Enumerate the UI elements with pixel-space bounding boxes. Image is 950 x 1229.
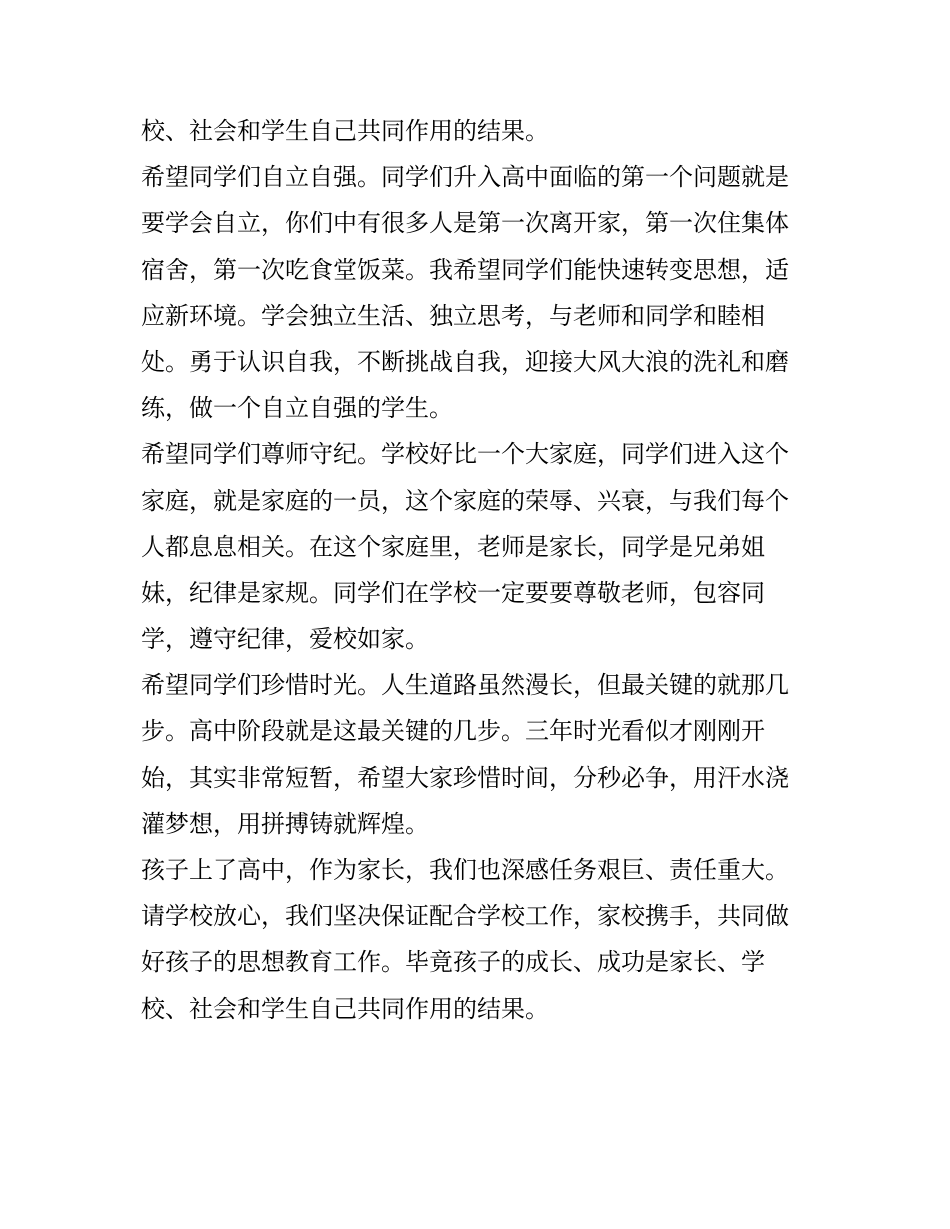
text-line: 校、社会和学生自己共同作用的结果。 <box>141 994 549 1023</box>
text-line: 校、社会和学生自己共同作用的结果。 <box>141 117 549 145</box>
text-line: 希望同学们自立自强。同学们升入高中面临的第一个问题就是 <box>141 163 789 192</box>
text-line: 妹，纪律是家规。同学们在学校一定要要尊敬老师，包容同 <box>141 578 765 607</box>
text-line: 练，做一个自立自强的学生。 <box>141 394 453 423</box>
text-line: 步。高中阶段就是这最关键的几步。三年时光看似才刚刚开 <box>141 717 765 746</box>
text-line: 希望同学们尊师守纪。学校好比一个大家庭，同学们进入这个 <box>141 440 789 469</box>
text-line: 始，其实非常短暂，希望大家珍惜时间，分秒必争，用汗水浇 <box>141 763 789 792</box>
text-line: 希望同学们珍惜时光。人生道路虽然漫长，但最关键的就那几 <box>141 671 789 700</box>
text-line: 灌梦想，用拼搏铸就辉煌。 <box>141 809 429 838</box>
text-line: 家庭，就是家庭的一员，这个家庭的荣辱、兴衰，与我们每个 <box>141 486 789 515</box>
text-line: 人都息息相关。在这个家庭里，老师是家长，同学是兄弟姐 <box>141 532 765 561</box>
text-line: 宿舍，第一次吃食堂饭菜。我希望同学们能快速转变思想，适 <box>141 255 789 284</box>
text-line: 请学校放心，我们坚决保证配合学校工作，家校携手，共同做 <box>141 902 789 931</box>
text-line: 孩子上了高中，作为家长，我们也深感任务艰巨、责任重大。 <box>141 856 789 884</box>
text-line: 处。勇于认识自我，不断挑战自我，迎接大风大浪的洗礼和磨 <box>141 347 789 376</box>
text-line: 要学会自立，你们中有很多人是第一次离开家，第一次住集体 <box>141 209 789 238</box>
text-line: 应新环境。学会独立生活、独立思考，与老师和同学和睦相 <box>141 301 765 330</box>
body-text <box>141 108 831 1032</box>
text-line: 学，遵守纪律，爱校如家。 <box>141 625 429 654</box>
text-line: 好孩子的思想教育工作。毕竟孩子的成长、成功是家长、学 <box>141 948 765 977</box>
